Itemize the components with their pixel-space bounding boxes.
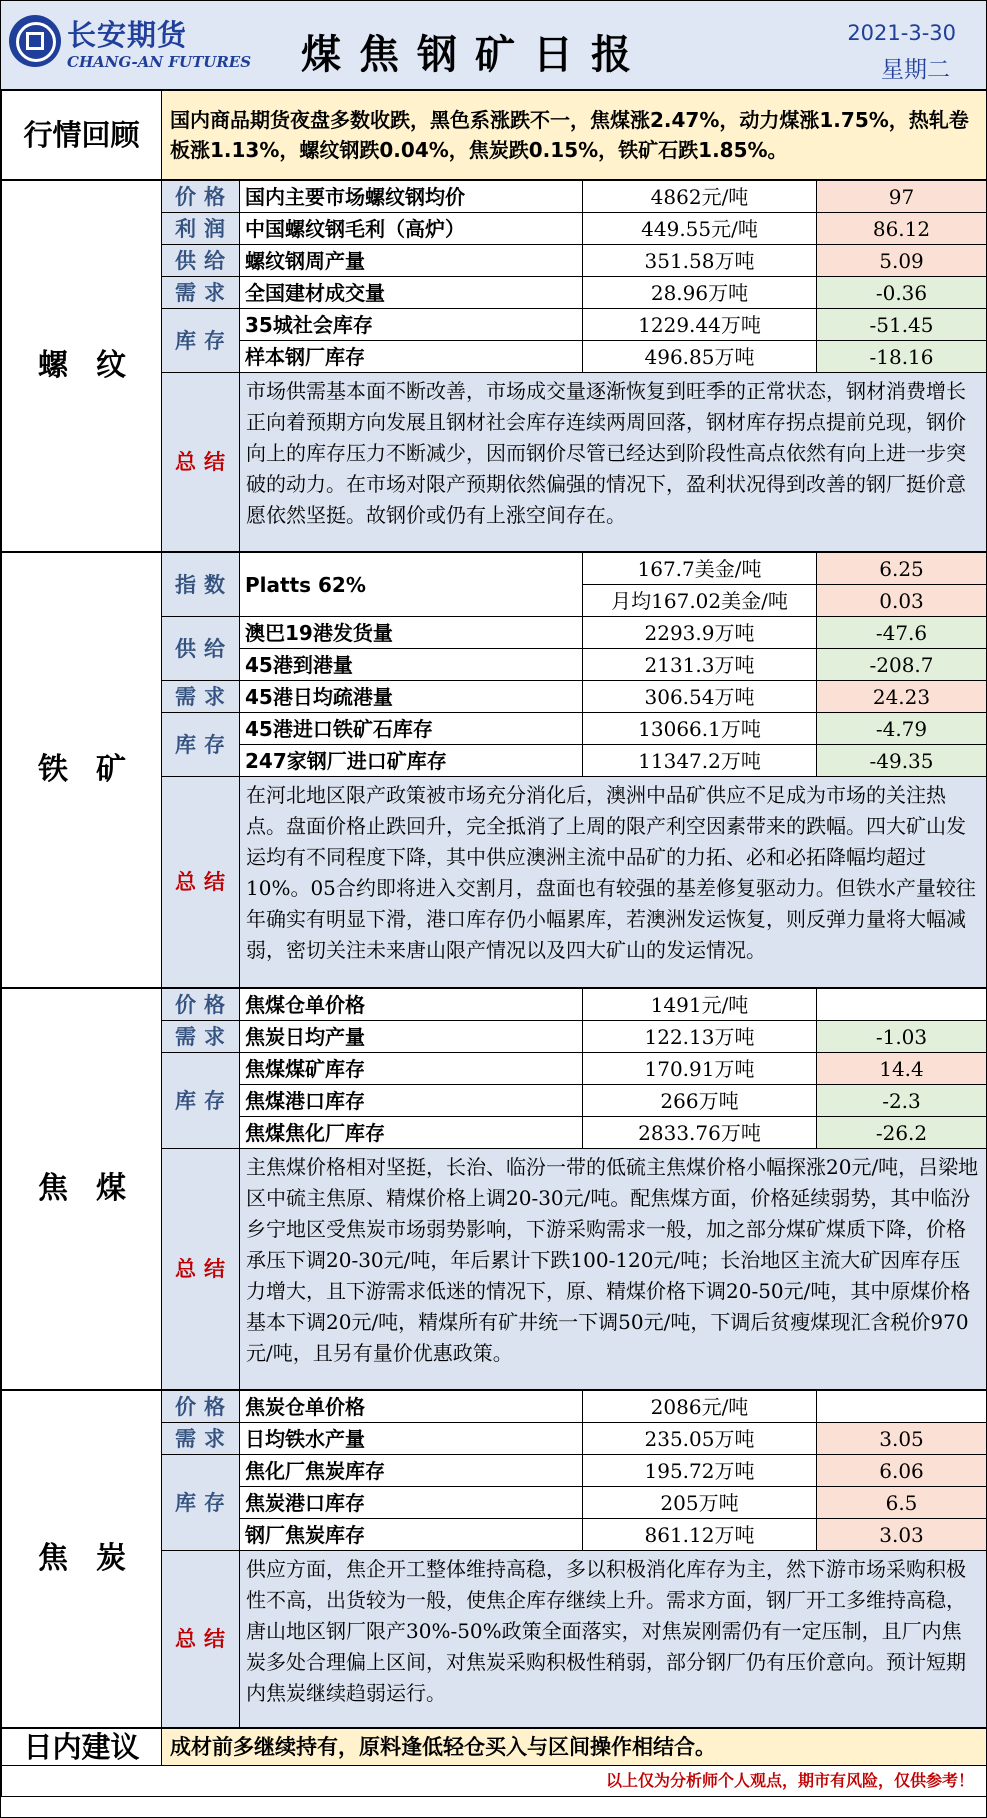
category-label: 需求 [162,1021,240,1053]
category-label: 库存 [162,309,240,373]
iron-ore-section [1,552,987,988]
summary-label: 总结 [162,777,240,988]
item-change: -18.16 [817,341,987,373]
item-value: 11347.2万吨 [583,745,817,777]
item-change: 3.05 [817,1423,987,1455]
company-logo-icon [9,15,61,67]
item-label: 螺纹钢周产量 [240,245,583,277]
logo-chinese-name: 长安期货 [67,18,188,52]
item-label: 全国建材成交量 [240,277,583,309]
item-value: 13066.1万吨 [583,713,817,745]
item-change: 86.12 [817,213,987,245]
item-label: 247家钢厂进口矿库存 [240,745,583,777]
report-title: 煤焦钢矿日报 [301,32,649,78]
item-label: 45港到港量 [240,649,583,681]
category-label: 价格 [162,181,240,213]
item-change: -26.2 [817,1117,987,1149]
rebar-section [1,180,987,552]
category-label: 供给 [162,245,240,277]
item-label: 45港日均疏港量 [240,681,583,713]
item-value: 496.85万吨 [583,341,817,373]
item-label: 焦炭仓单价格 [240,1391,583,1423]
item-value: 195.72万吨 [583,1455,817,1487]
category-label: 价格 [162,989,240,1021]
summary-label: 总结 [162,1551,240,1728]
item-value: 122.13万吨 [583,1021,817,1053]
item-value: 205万吨 [583,1487,817,1519]
advice-section [1,1728,987,1797]
review-text: 国内商品期货夜盘多数收跌，黑色系涨跌不一，焦煤涨2.47%，动力煤涨1.75%，热轧卷板涨1.13%，螺纹钢跌0.04%，焦炭跌0.15%，铁矿石跌1.85%。 [162,91,987,180]
category-label: 需求 [162,681,240,713]
coke-summary: 供应方面，焦企开工整体维持高稳，多以积极消化库存为主，然下游市场采购积极性不高，出货较为一般，使焦企库存继续上升。需求方面，钢厂开工多维持高稳，唐山地区钢厂限产30%-50%政策全面落实，对焦炭刚需仍有一定压制，且厂内焦炭多处合理偏上区间，对焦炭采购积极性稍弱，部分钢厂仍有压价意向。预计短期内焦炭继续趋弱运行。 [240,1551,987,1728]
category-label: 库存 [162,1455,240,1551]
category-label: 库存 [162,1053,240,1149]
item-label: 焦化厂焦炭库存 [240,1455,583,1487]
item-label: 澳巴19港发货量 [240,617,583,649]
advice-text: 成材前多继续持有，原料逢低轻仓买入与区间操作相结合。 [162,1729,987,1766]
item-change: 0.03 [817,585,987,617]
item-value: 235.05万吨 [583,1423,817,1455]
report-header [1,1,986,90]
iron-ore-summary: 在河北地区限产政策被市场充分消化后，澳洲中品矿供应不足成为市场的关注热点。盘面价格止跌回升，完全抵消了上周的限产利空因素带来的跌幅。四大矿山发运均有不同程度下降，其中供应澳洲主流中品矿的力拓、必和必拓降幅均超过10%。05合约即将进入交割月，盘面也有较强的基差修复驱动力。但铁水产量较往年确实有明显下滑，港口库存仍小幅累库，若澳洲发运恢复，则反弹力量将大幅减弱，密切关注未来唐山限产情况以及四大矿山的发运情况。 [240,777,987,988]
report-weekday: 星期二 [881,57,950,83]
item-change: -49.35 [817,745,987,777]
item-label: 钢厂焦炭库存 [240,1519,583,1551]
item-value: 1229.44万吨 [583,309,817,341]
coke-section [1,1390,987,1728]
report-date: 2021-3-30 [847,21,956,45]
item-label: 国内主要市场螺纹钢均价 [240,181,583,213]
item-label: 日均铁水产量 [240,1423,583,1455]
review-label: 行情回顾 [2,91,162,180]
item-change: -4.79 [817,713,987,745]
review-row [2,91,987,180]
item-value: 306.54万吨 [583,681,817,713]
item-value: 266万吨 [583,1085,817,1117]
item-label: 45港进口铁矿石库存 [240,713,583,745]
item-change: -208.7 [817,649,987,681]
item-label: 中国螺纹钢毛利（高炉） [240,213,583,245]
category-label: 需求 [162,277,240,309]
summary-label: 总结 [162,373,240,552]
item-change: -1.03 [817,1021,987,1053]
item-change: 6.06 [817,1455,987,1487]
item-label: 焦煤煤矿库存 [240,1053,583,1085]
item-value: 861.12万吨 [583,1519,817,1551]
item-label: 焦煤仓单价格 [240,989,583,1021]
item-change: 5.09 [817,245,987,277]
item-value: 2086元/吨 [583,1391,817,1423]
coking-coal-summary: 主焦煤价格相对坚挺，长治、临汾一带的低硫主焦煤价格小幅探涨20元/吨，吕梁地区中硫主焦原、精煤价格上调20-30元/吨。配焦煤方面，价格延续弱势，其中临汾乡宁地区受焦炭市场弱势影响，下游采购需求一般，加之部分煤矿煤质下降，价格承压下调20-30元/吨，年后累计下跌100-120元/吨；长治地区主流大矿因库存压力增大，且下游需求低迷的情况下，原、精煤价格下调20-50元/吨，其中原煤价格基本下调20元/吨，精煤所有矿井统一下调50元/吨，下调后贫瘦煤现汇含税价970元/吨，且另有量价优惠政策。 [240,1149,987,1390]
item-change: 24.23 [817,681,987,713]
item-change: -51.45 [817,309,987,341]
item-label: 焦煤焦化厂库存 [240,1117,583,1149]
item-value: 2131.3万吨 [583,649,817,681]
report-table [1,90,987,180]
item-label: 焦煤港口库存 [240,1085,583,1117]
item-value: 28.96万吨 [583,277,817,309]
item-value: 月均167.02美金/吨 [583,585,817,617]
item-change: 97 [817,181,987,213]
item-change: 6.5 [817,1487,987,1519]
coking-coal-section [1,988,987,1390]
item-label: 35城社会库存 [240,309,583,341]
item-change: -47.6 [817,617,987,649]
section-label-rebar: 螺纹 [2,181,162,552]
item-change [817,1391,987,1423]
item-value: 170.91万吨 [583,1053,817,1085]
advice-label: 日内建议 [2,1729,162,1766]
disclaimer-text: 以上仅为分析师个人观点，期市有风险，仅供参考！ [2,1766,987,1797]
category-label: 利润 [162,213,240,245]
category-label: 供给 [162,617,240,681]
item-change: -2.3 [817,1085,987,1117]
summary-label: 总结 [162,1149,240,1390]
category-label: 需求 [162,1423,240,1455]
item-value: 1491元/吨 [583,989,817,1021]
item-change [817,989,987,1021]
item-label: Platts 62% [240,553,583,617]
section-label-iron-ore: 铁矿 [2,553,162,988]
item-change: 14.4 [817,1053,987,1085]
item-value: 2833.76万吨 [583,1117,817,1149]
rebar-summary: 市场供需基本面不断改善，市场成交量逐渐恢复到旺季的正常状态，钢材消费增长正向着预期方向发展且钢材社会库存连续两周回落，钢材库存拐点提前兑现，钢价向上的库存压力不断减少，因而钢价尽管已经达到阶段性高点依然有向上进一步突破的动力。在市场对限产预期依然偏强的情况下，盈利状况得到改善的钢厂挺价意愿依然坚挺。故钢价或仍有上涨空间存在。 [240,373,987,552]
item-label: 样本钢厂库存 [240,341,583,373]
item-value: 449.55元/吨 [583,213,817,245]
item-value: 4862元/吨 [583,181,817,213]
item-change: 3.03 [817,1519,987,1551]
item-label: 焦炭日均产量 [240,1021,583,1053]
logo-english-name: CHANG-AN FUTURES [67,53,252,71]
item-change: 6.25 [817,553,987,585]
category-label: 价格 [162,1391,240,1423]
category-label: 指数 [162,553,240,617]
section-label-coke: 焦炭 [2,1391,162,1728]
section-label-coking-coal: 焦煤 [2,989,162,1390]
item-label: 焦炭港口库存 [240,1487,583,1519]
item-value: 2293.9万吨 [583,617,817,649]
item-change: -0.36 [817,277,987,309]
category-label: 库存 [162,713,240,777]
item-value: 167.7美金/吨 [583,553,817,585]
item-value: 351.58万吨 [583,245,817,277]
